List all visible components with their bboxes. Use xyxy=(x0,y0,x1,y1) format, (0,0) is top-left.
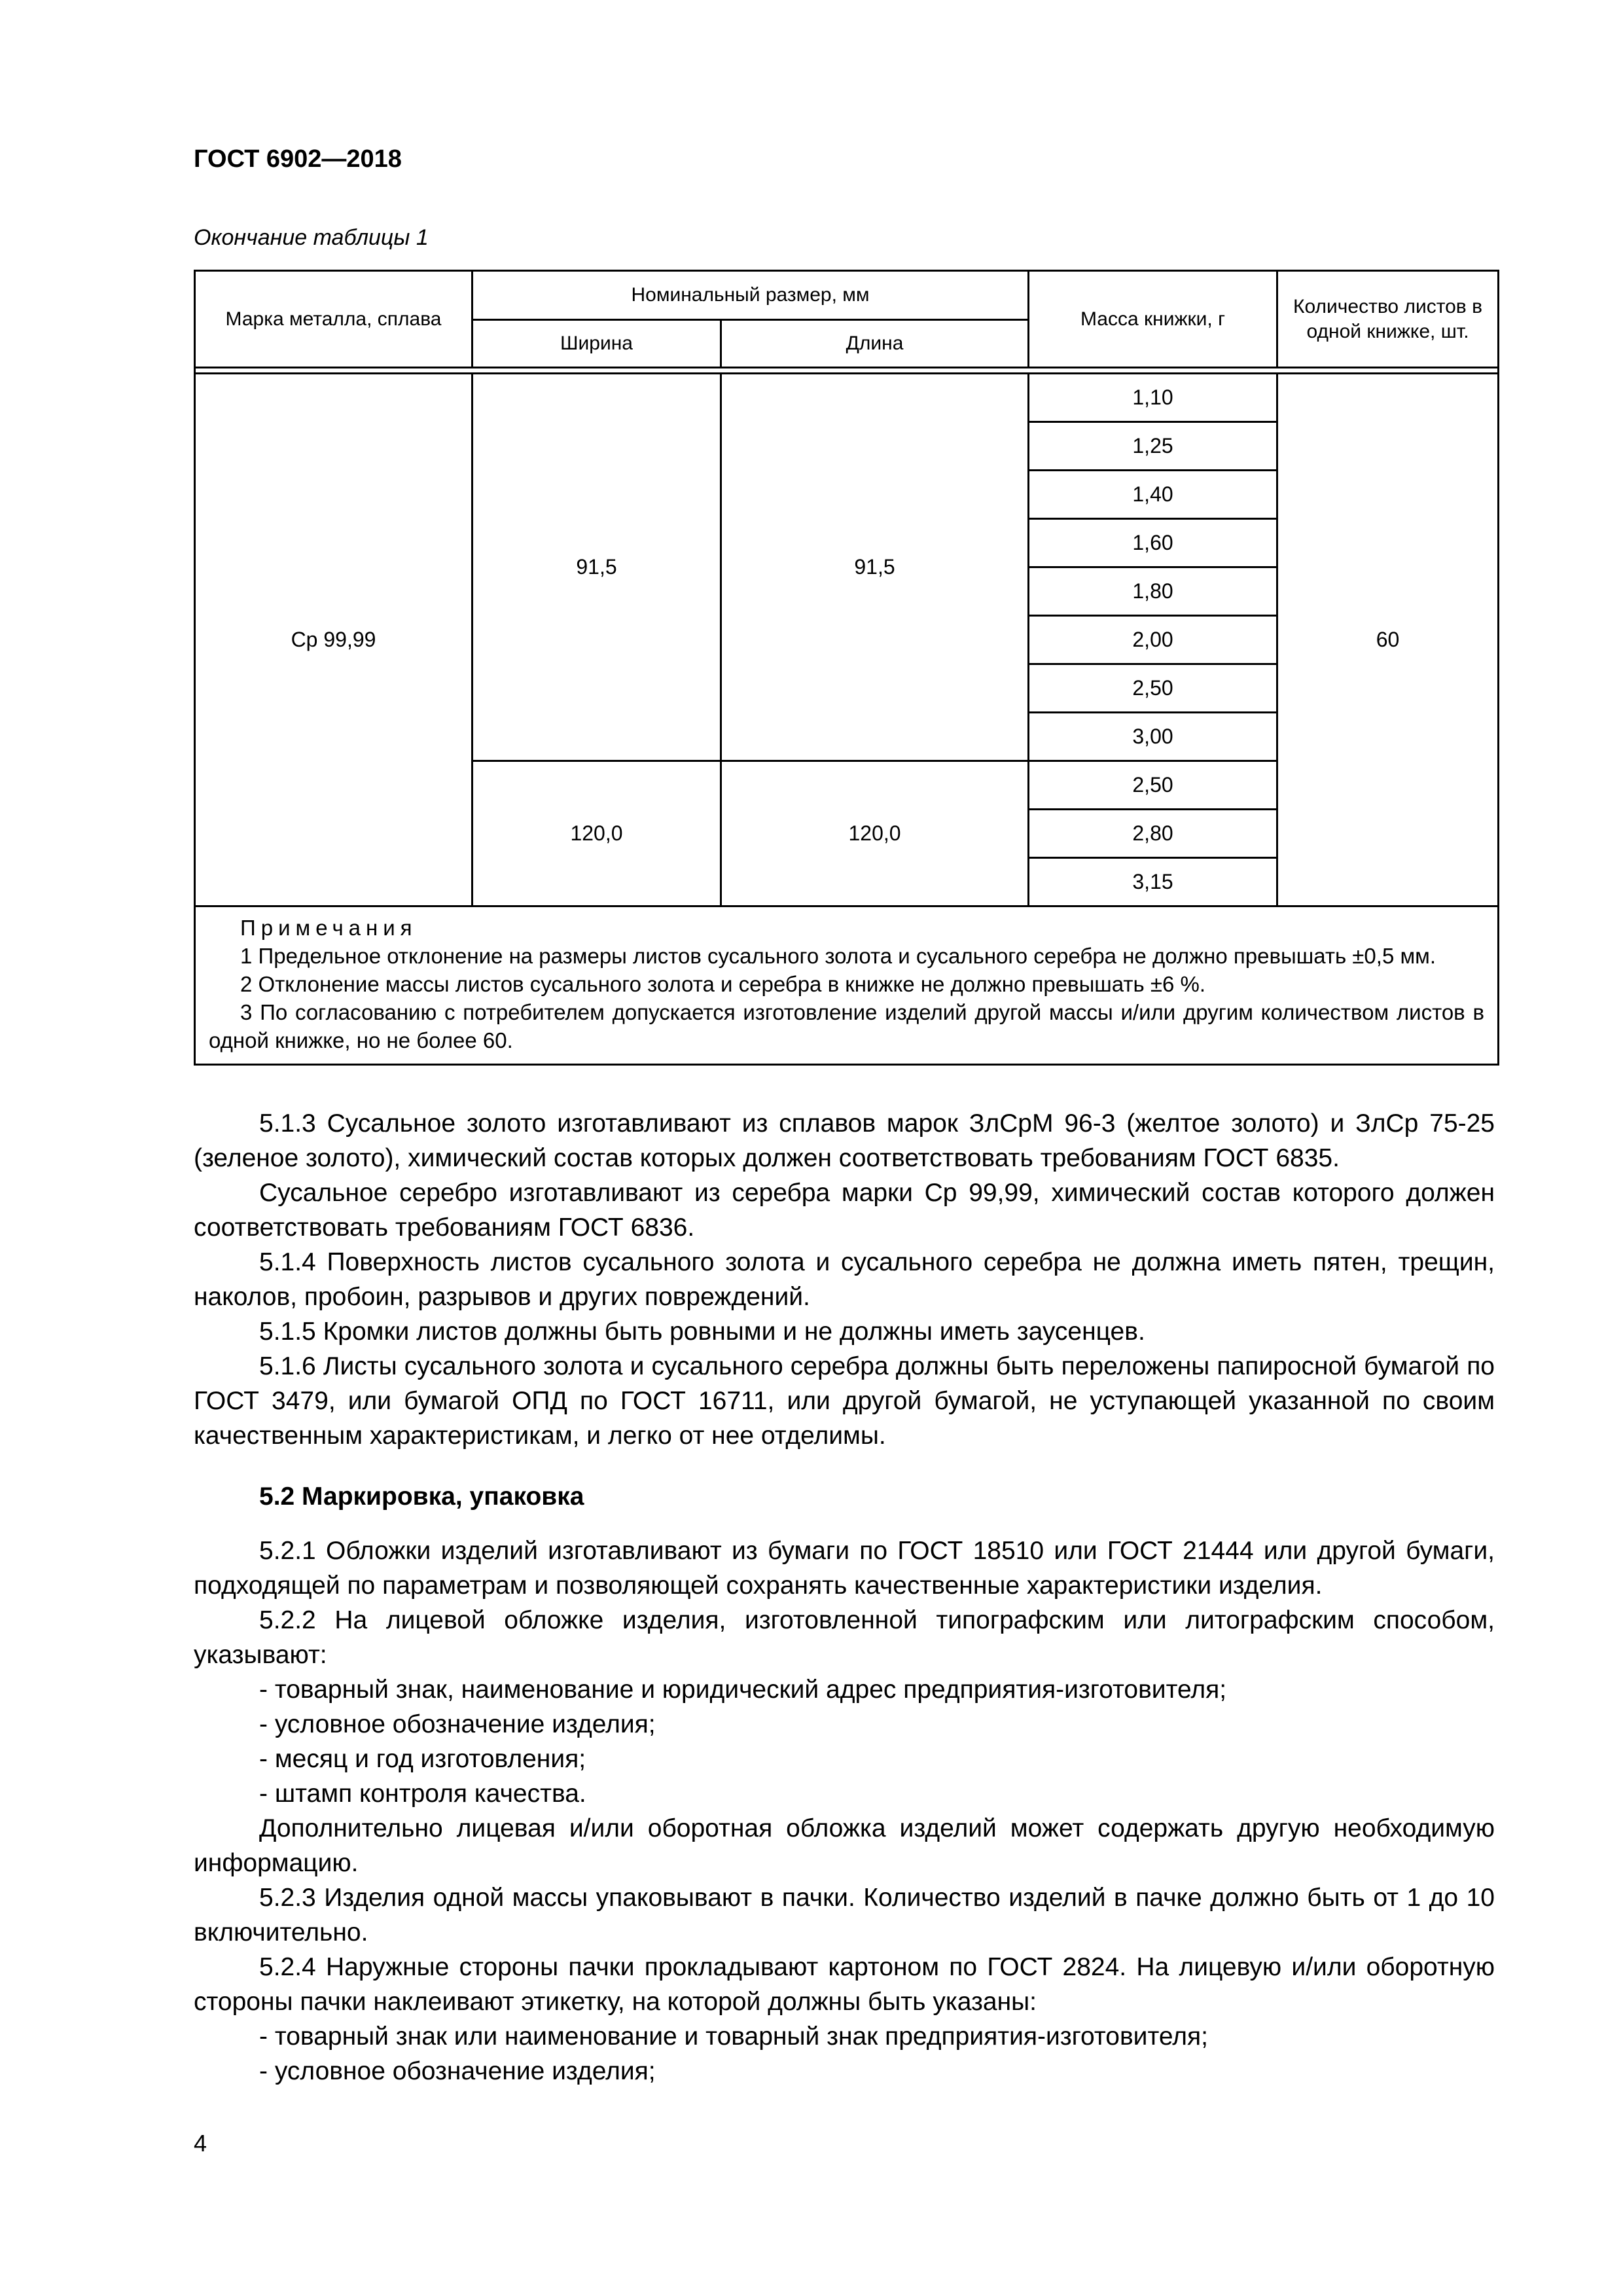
mass-cell: 2,00 xyxy=(1029,616,1277,664)
header-nominal-size: Номинальный размер, мм xyxy=(473,271,1029,320)
table-notes xyxy=(195,906,1499,1065)
header-length: Длина xyxy=(721,320,1029,368)
table-caption: Окончание таблицы 1 xyxy=(194,225,429,250)
header-count: Количество листов в одной книжке, шт. xyxy=(1277,271,1499,368)
note-item: 3 По согласованию с потребителем допускается изготовление изделий другой массы и/или другим количеством листов в одной книжке, но не более 60. xyxy=(209,1000,1485,1052)
note-item: 2 Отклонение массы листов сусального золота и серебра в книжке не должно превышать ±6 %. xyxy=(240,972,1206,996)
header-width: Ширина xyxy=(473,320,721,368)
list-item: - товарный знак или наименование и товарный знак предприятия-изготовителя; xyxy=(259,2022,1208,2051)
mass-cell: 1,60 xyxy=(1029,519,1277,567)
paragraph-5-2-4: 5.2.4 Наружные стороны пачки прокладывают картоном по ГОСТ 2824. На лицевую и/или оборотную стороны пачки наклеивают этикетку, на которой должны быть указаны: xyxy=(194,1953,1495,2016)
brand-cell: Ср 99,99 xyxy=(195,374,473,906)
mass-cell: 3,00 xyxy=(1029,713,1277,761)
paragraph-5-2-1: 5.2.1 Обложки изделий изготавливают из бумаги по ГОСТ 18510 или ГОСТ 21444 или другой бумаги, подходящей по параметрам и позволяющей сохранять качественные характеристики изделия. xyxy=(194,1537,1495,1600)
list-item: - условное обозначение изделия; xyxy=(259,2057,656,2085)
width-cell: 91,5 xyxy=(473,374,721,761)
body-text xyxy=(194,1106,1495,2089)
paragraph-5-2-2: 5.2.2 На лицевой обложке изделия, изготовленной типографским или литографским способом, указывают: xyxy=(194,1606,1495,1669)
mass-cell: 1,25 xyxy=(1029,422,1277,471)
list-item: - товарный знак, наименование и юридический адрес предприятия-изготовителя; xyxy=(259,1676,1227,1704)
note-item: 1 Предельное отклонение на размеры листов сусального золота и сусального серебра не должно превышать ±0,5 мм. xyxy=(240,944,1436,968)
paragraph-5-1-4: 5.1.4 Поверхность листов сусального золота и сусального серебра не должна иметь пятен, трещин, наколов, пробоин, разрывов и других повреждений. xyxy=(194,1248,1495,1311)
header-mass: Масса книжки, г xyxy=(1029,271,1277,368)
mass-cell: 1,80 xyxy=(1029,567,1277,616)
mass-cell: 1,10 xyxy=(1029,374,1277,422)
paragraph-5-1-5: 5.1.5 Кромки листов должны быть ровными и не должны иметь заусенцев. xyxy=(259,1318,1145,1346)
section-title-5-2: 5.2 Маркировка, упаковка xyxy=(259,1482,584,1511)
document-header: ГОСТ 6902—2018 xyxy=(194,145,402,173)
width-cell: 120,0 xyxy=(473,761,721,906)
mass-cell: 2,50 xyxy=(1029,761,1277,810)
length-cell: 91,5 xyxy=(721,374,1029,761)
sizes-table xyxy=(194,270,1499,1066)
mass-cell: 2,50 xyxy=(1029,664,1277,713)
list-item: - условное обозначение изделия; xyxy=(259,1710,656,1738)
count-cell: 60 xyxy=(1277,374,1499,906)
mass-cell: 2,80 xyxy=(1029,810,1277,858)
length-cell: 120,0 xyxy=(721,761,1029,906)
mass-cell: 1,40 xyxy=(1029,471,1277,519)
notes-title: Примечания xyxy=(240,916,418,940)
paragraph-5-2-2-extra: Дополнительно лицевая и/или оборотная обложка изделий может содержать другую необходимую информацию. xyxy=(194,1814,1495,1877)
paragraph-5-2-3: 5.2.3 Изделия одной массы упаковывают в пачки. Количество изделий в пачке должно быть от 1 до 10 включительно. xyxy=(194,1884,1495,1946)
list-item: - штамп контроля качества. xyxy=(259,1780,586,1808)
list-item: - месяц и год изготовления; xyxy=(259,1745,586,1773)
paragraph-5-1-3: 5.1.3 Сусальное золото изготавливают из сплавов марок ЗлСрМ 96-3 (желтое золото) и ЗлСр 75-25 (зеленое золото), химический состав которых должен соответствовать требованиям ГОСТ 6835. xyxy=(194,1109,1495,1172)
mass-cell: 3,15 xyxy=(1029,858,1277,906)
paragraph-5-1-6: 5.1.6 Листы сусального золота и сусального серебра должны быть переложены папиросной бумагой по ГОСТ 3479, или бумагой ОПД по ГОСТ 16711, или другой бумагой, не уступающей указанной по своим качественным характеристикам, и легко от нее отделимы. xyxy=(194,1352,1495,1450)
header-brand: Марка металла, сплава xyxy=(195,271,473,368)
page-number: 4 xyxy=(194,2130,207,2157)
paragraph-5-1-3-silver: Сусальное серебро изготавливают из серебра марки Ср 99,99, химический состав которого должен соответствовать требованиям ГОСТ 6836. xyxy=(194,1179,1495,1242)
header-separator xyxy=(195,368,1499,374)
